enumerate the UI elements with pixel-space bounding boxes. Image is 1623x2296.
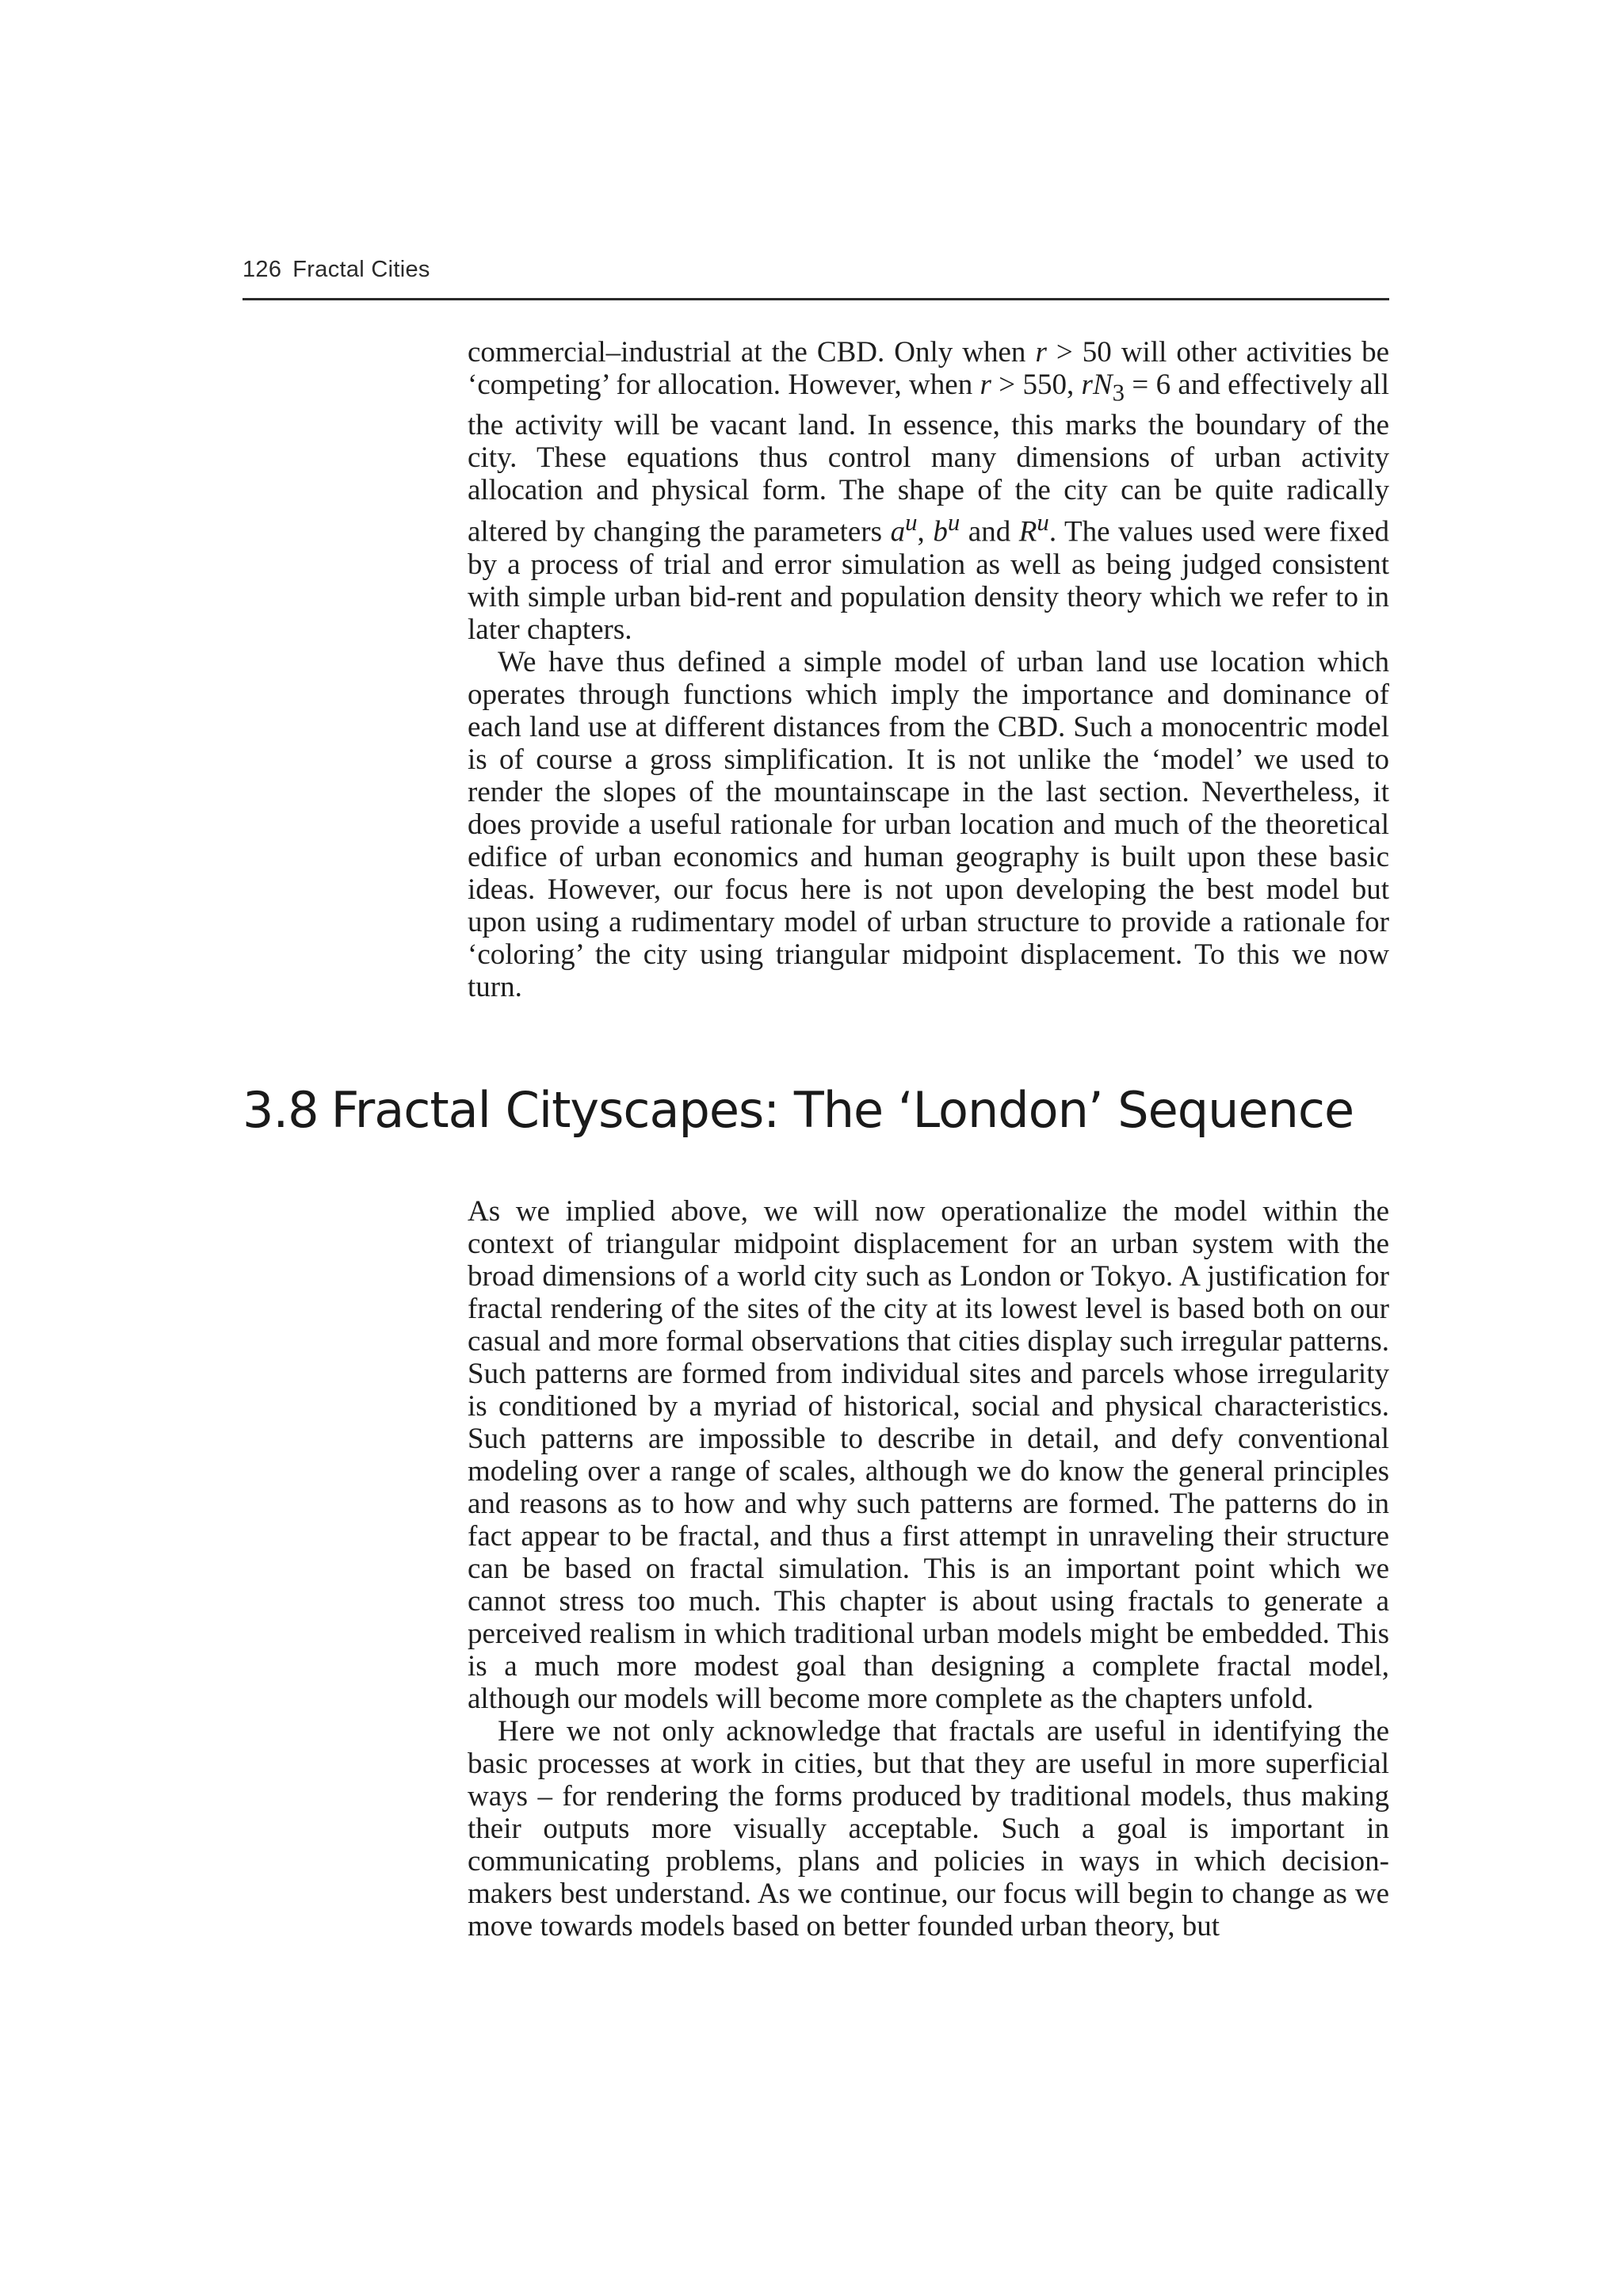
page-number: 126	[242, 257, 282, 282]
paragraph-2: We have thus defined a simple model of urban land use location which operates through functions which imply the importance and dominance of each land use at different distances from the CBD. Such a monocentric model is of course a gross simplification. It is not unlike the ‘model’ we used to render the slopes of the mountainscape in the last section. Nevertheless, it does provide a useful rationale for urban location and much of the theoretical edifice of urban economics and human geography is built upon these basic ideas. However, our focus here is not upon developing the best model but upon using a rudimentary model of urban structure to provide a rationale for ‘coloring’ the city using triangular midpoint displacement. To this we now turn.	[468, 645, 1389, 1003]
text-block-lower	[468, 1195, 1389, 1943]
math-subscript: 3	[1112, 379, 1125, 407]
text-run: > 50 will other activities be ‘competing’ for allocation. However, when	[468, 336, 1389, 401]
math-superscript: u	[947, 509, 960, 537]
text-run: and	[960, 515, 1019, 548]
section-number: 3.8	[242, 1081, 319, 1139]
text-run: . The values used were fixed by a process of trial and error simulation as well as being judged consistent with simple urban bid-rent and population density theory which we refer to in later chapters.	[468, 515, 1389, 646]
text-run: ,	[917, 515, 934, 548]
math-var: a	[890, 515, 906, 548]
math-superscript: u	[1037, 509, 1049, 537]
math-var: R	[1018, 515, 1037, 548]
math-var: r	[980, 369, 991, 401]
math-var: rN	[1081, 369, 1113, 401]
text-run: > 550,	[991, 369, 1082, 401]
math-superscript: u	[905, 509, 918, 537]
text-run: = 6 and effectively all the activity will be vacant land. In essence, this marks the boundary of the city. These equations thus control many dimensions of urban activity allocation and physical form. The shape of the city can be quite radically altered by changing the parameters	[468, 369, 1389, 548]
paragraph-3: As we implied above, we will now operationalize the model within the context of triangular midpoint displacement for an urban system with the broad dimensions of a world city such as London or Tokyo. A justification for fractal rendering of the sites of the city at its lowest level is based both on our casual and more formal observations that cities display such irregular patterns. Such patterns are formed from individual sites and parcels whose irregularity is conditioned by a myriad of historical, social and physical characteristics. Such patterns are impossible to describe in detail, and defy conventional modeling over a range of scales, although we do know the general principles and reasons as to how and why such patterns are formed. The patterns do in fact appear to be fractal, and thus a first attempt in unraveling their structure can be based on fractal simulation. This is an important point which we cannot stress too much. This chapter is about using fractals to generate a perceived realism in which traditional urban models might be embedded. This is a much more modest goal than designing a complete fractal model, although our models will become more complete as the chapters unfold.	[468, 1195, 1389, 1715]
text-block-upper	[468, 336, 1389, 1003]
section-title: Fractal Cityscapes: The ‘London’ Sequence	[330, 1081, 1354, 1139]
running-title: Fractal Cities	[292, 257, 430, 282]
math-var: b	[933, 515, 948, 548]
text-run: commercial–industrial at the CBD. Only when	[468, 336, 1036, 369]
header-rule	[242, 298, 1389, 300]
section-heading	[242, 1082, 1354, 1139]
math-var: r	[1035, 336, 1047, 369]
running-head	[242, 257, 430, 283]
paragraph-4: Here we not only acknowledge that fractals are useful in identifying the basic processes at work in cities, but that they are useful in more superficial ways – for rendering the forms produced by traditional models, thus making their outputs more visually acceptable. Such a goal is important in communicating problems, plans and policies in ways in which decision-makers best understand. As we continue, our focus will begin to change as we move towards models based on better founded urban theory, but	[468, 1715, 1389, 1943]
paragraph-1	[468, 336, 1389, 646]
